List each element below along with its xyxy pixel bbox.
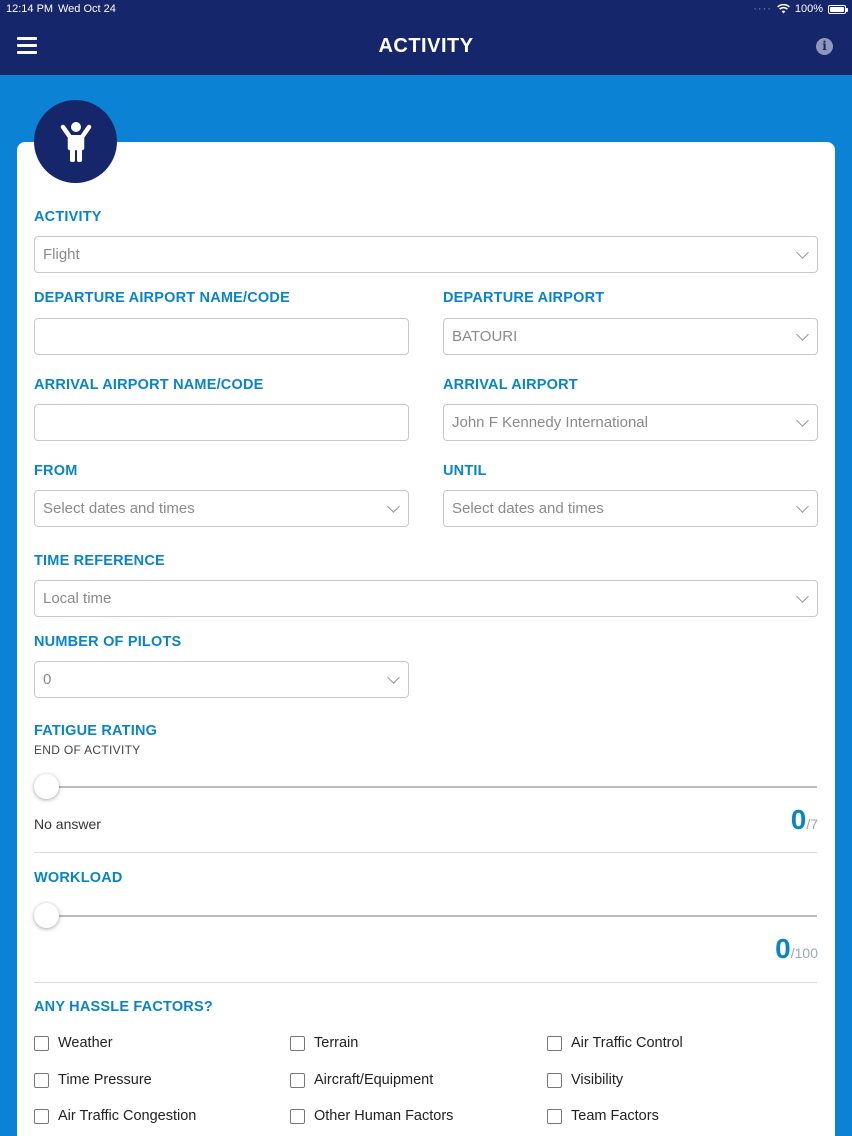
chevron-down-icon (798, 418, 808, 428)
fatigue-max: /7 (806, 816, 818, 832)
checkbox-label: Weather (58, 1035, 113, 1051)
fatigue-rating (791, 804, 818, 836)
checkbox-label: Aircraft/Equipment (314, 1072, 434, 1088)
hassle-checkbox-weather[interactable] (34, 1035, 113, 1051)
info-icon[interactable]: i (816, 38, 833, 55)
fatigue-sublabel: END OF ACTIVITY (34, 743, 141, 757)
until-datetime-select[interactable] (443, 490, 818, 527)
workload-slider-thumb[interactable] (34, 903, 59, 928)
time-reference-label: TIME REFERENCE (34, 553, 165, 569)
workload-label: WORKLOAD (34, 870, 123, 886)
battery-icon (828, 5, 846, 14)
checkbox[interactable] (547, 1036, 562, 1051)
checkbox-label: Air Traffic Congestion (58, 1108, 197, 1124)
checkbox-label: Team Factors (571, 1108, 659, 1124)
checkbox[interactable] (34, 1109, 49, 1124)
time-reference-value: Local time (43, 590, 112, 607)
activity-select[interactable] (34, 236, 818, 273)
fatigue-slider[interactable] (34, 786, 817, 788)
from-label: FROM (34, 463, 78, 479)
chevron-down-icon (389, 504, 399, 514)
activity-label: ACTIVITY (34, 209, 102, 225)
fatigue-label: FATIGUE RATING (34, 723, 158, 739)
departure-code-input[interactable] (34, 318, 409, 355)
departure-code-label: DEPARTURE AIRPORT NAME/CODE (34, 290, 290, 306)
departure-airport-select[interactable] (443, 318, 818, 355)
checkbox[interactable] (34, 1036, 49, 1051)
hassle-checkbox-terrain[interactable] (290, 1035, 358, 1051)
checkbox-label: Visibility (571, 1072, 624, 1088)
pilots-label: NUMBER OF PILOTS (34, 634, 182, 650)
chevron-down-icon (798, 504, 808, 514)
arrival-airport-label: ARRIVAL AIRPORT (443, 377, 578, 393)
checkbox[interactable] (547, 1073, 562, 1088)
arrival-code-label: ARRIVAL AIRPORT NAME/CODE (34, 377, 264, 393)
fatigue-value: 0 (790, 804, 807, 835)
checkbox[interactable] (547, 1109, 562, 1124)
checkbox[interactable] (34, 1073, 49, 1088)
arrival-code-input[interactable] (34, 404, 409, 441)
hassle-label: ANY HASSLE FACTORS? (34, 999, 213, 1015)
pilots-select[interactable] (34, 661, 409, 698)
departure-airport-value: BATOURI (452, 328, 518, 345)
arrival-airport-value: John F Kennedy International (452, 414, 648, 431)
checkbox-label: Other Human Factors (314, 1108, 454, 1124)
fatigue-note: No answer (34, 816, 101, 832)
status-bar (0, 0, 852, 18)
divider (34, 852, 817, 853)
checkbox-label: Air Traffic Control (571, 1035, 683, 1051)
page-title: ACTIVITY (378, 35, 474, 57)
hassle-checkbox-aircraft[interactable] (290, 1072, 433, 1088)
battery-percent: 100% (794, 3, 823, 15)
workload-max: /100 (790, 945, 818, 961)
arrival-airport-select[interactable] (443, 404, 818, 441)
fatigue-slider-thumb[interactable] (34, 774, 59, 799)
checkbox-label: Time Pressure (58, 1072, 152, 1088)
checkbox[interactable] (290, 1073, 305, 1088)
chevron-down-icon (798, 332, 808, 342)
until-value: Select dates and times (452, 500, 604, 517)
from-datetime-select[interactable] (34, 490, 409, 527)
hassle-checkbox-atc[interactable] (547, 1035, 683, 1051)
time-reference-select[interactable] (34, 580, 818, 617)
status-date: Wed Oct 24 (58, 3, 116, 15)
hassle-checkbox-time-pressure[interactable] (34, 1072, 152, 1088)
chevron-down-icon (798, 250, 808, 260)
until-label: UNTIL (443, 463, 487, 479)
checkbox[interactable] (290, 1036, 305, 1051)
divider (34, 982, 817, 983)
workload-value: 0 (775, 933, 791, 964)
app-header (0, 0, 852, 75)
activity-value: Flight (43, 246, 80, 263)
hassle-checkbox-team-factors[interactable] (547, 1108, 659, 1124)
activity-person-icon (34, 100, 117, 183)
departure-airport-label: DEPARTURE AIRPORT (443, 290, 605, 306)
status-time: 12:14 PM (6, 3, 54, 15)
signal-icon: ···· (753, 3, 772, 15)
chevron-down-icon (389, 675, 399, 685)
checkbox[interactable] (290, 1109, 305, 1124)
pilots-value: 0 (43, 671, 52, 688)
from-value: Select dates and times (43, 500, 195, 517)
wifi-icon (777, 4, 790, 14)
hassle-checkbox-human-factors[interactable] (290, 1108, 453, 1124)
hassle-checkbox-visibility[interactable] (547, 1072, 623, 1088)
workload-rating (775, 933, 818, 965)
workload-slider[interactable] (34, 915, 817, 917)
hassle-checkbox-congestion[interactable] (34, 1108, 196, 1124)
chevron-down-icon (798, 594, 808, 604)
checkbox-label: Terrain (314, 1035, 359, 1051)
status-right (753, 3, 846, 15)
